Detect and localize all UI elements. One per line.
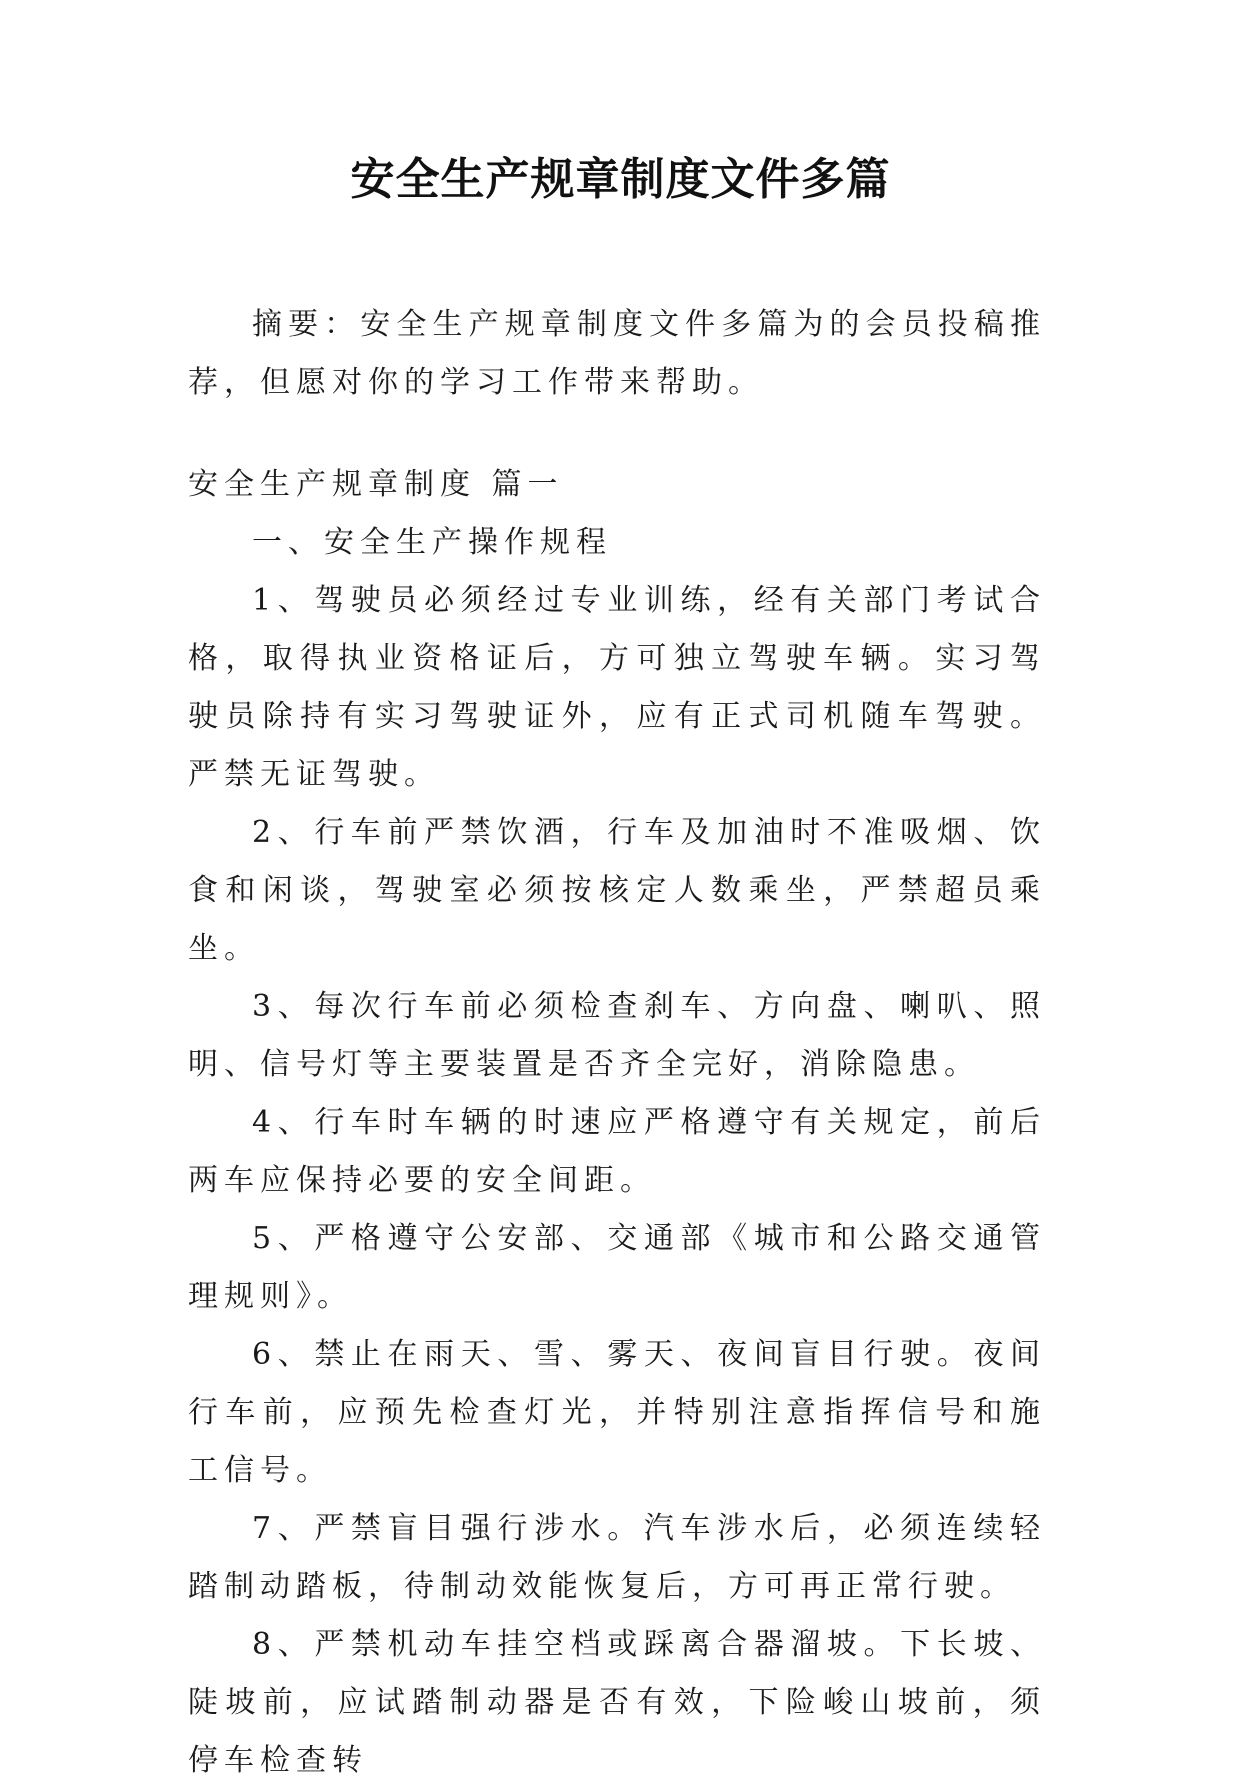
abstract-paragraph: 摘要：安全生产规章制度文件多篇为的会员投稿推荐，但愿对你的学习工作带来帮助。: [188, 307, 1046, 400]
abstract-block: [188, 296, 1046, 412]
document-body: [188, 456, 1046, 1790]
paragraph: 3、每次行车前必须检查刹车、方向盘、喇叭、照明、信号灯等主要装置是否齐全完好，消除隐患。: [188, 989, 1046, 1082]
section-heading: 安全生产规章制度 篇一: [188, 467, 564, 502]
paragraph: 一、安全生产操作规程: [252, 525, 612, 560]
paragraph: 7、严禁盲目强行涉水。汽车涉水后，必须连续轻踏制动踏板，待制动效能恢复后，方可再正常行驶。: [188, 1511, 1046, 1604]
paragraph: 5、严格遵守公安部、交通部《城市和公路交通管理规则》。: [188, 1221, 1046, 1314]
paragraph: 4、行车时车辆的时速应严格遵守有关规定，前后两车应保持必要的安全间距。: [188, 1105, 1046, 1198]
paragraph: 8、严禁机动车挂空档或踩离合器溜坡。下长坡、陡坡前，应试踏制动器是否有效，下险峻山坡前，须停车检查转: [188, 1627, 1046, 1778]
paragraph: 1、驾驶员必须经过专业训练，经有关部门考试合格，取得执业资格证后，方可独立驾驶车辆。实习驾驶员除持有实习驾驶证外，应有正式司机随车驾驶。严禁无证驾驶。: [188, 583, 1046, 792]
paragraph: 6、禁止在雨天、雪、雾天、夜间盲目行驶。夜间行车前，应预先检查灯光，并特别注意指挥信号和施工信号。: [188, 1337, 1046, 1488]
paragraph: 2、行车前严禁饮酒，行车及加油时不准吸烟、饮食和闲谈，驾驶室必须按核定人数乘坐，严禁超员乘坐。: [188, 815, 1046, 966]
document-title: 安全生产规章制度文件多篇: [350, 154, 891, 205]
